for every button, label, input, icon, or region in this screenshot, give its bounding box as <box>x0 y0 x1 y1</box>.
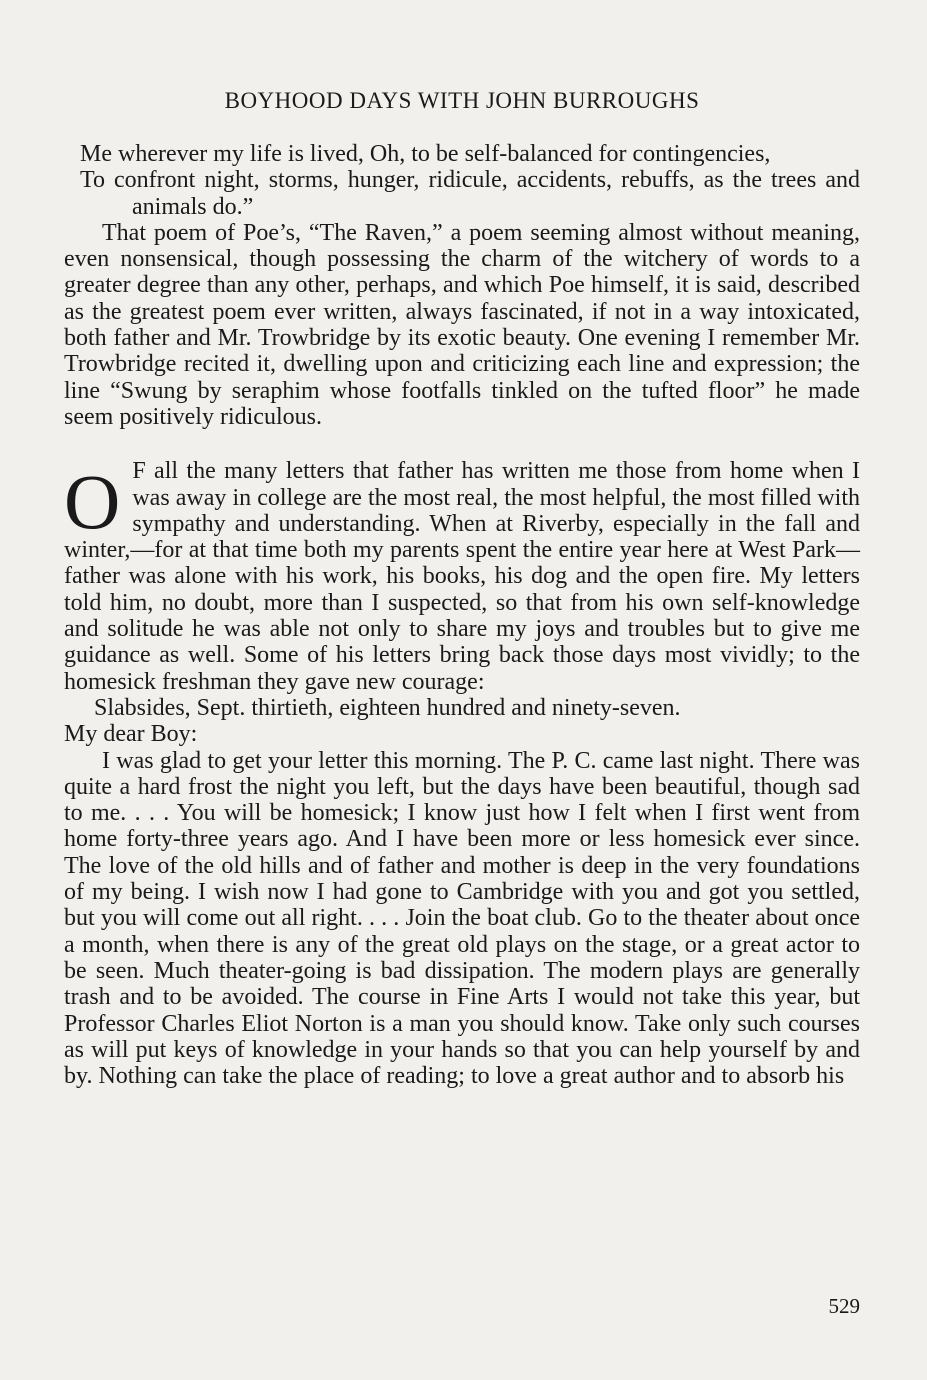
letter-dateline: Slabsides, Sept. thirtieth, eighteen hundred and ninety-seven. <box>94 694 681 721</box>
paragraph-letters <box>64 458 860 695</box>
book-page <box>64 0 860 1380</box>
page-number: 529 <box>828 1294 860 1318</box>
verse-line-2: To confront night, storms, hunger, ridicule, accidents, rebuffs, as the trees and animals do.” <box>80 167 860 220</box>
page-body <box>64 141 860 1089</box>
verse-line-1: Me wherever my life is lived, Oh, to be self-balanced for contingencies, <box>80 141 771 167</box>
paragraph-letters-text: F all the many letters that father has written me those from home when I was away in college are the most real, the most helpful, the most filled with sympathy and understanding. When at Riverby, especially in the fall and winter,—for at that time both my parents spent the entire year here at West Park—father was alone with his work, his books, his dog and the open fire. My letters told him, no doubt, more than I suspected, so that from his own self-knowledge and solitude he was able not only to share my joys and troubles but to give me guidance as well. Some of his letters bring back those days most vividly; to the homesick freshman they gave new courage: <box>64 458 860 695</box>
letter-salutation: My dear Boy: <box>64 721 198 748</box>
letter-body: I was glad to get your letter this morning. The P. C. came last night. There was quite a hard frost the night you left, but the days have been beautiful, though sad to me. . . . You will be homesick; I know just how I felt when I first went from home forty-three years ago. And I have been more or less homesick ever since. The love of the old hills and of father and mother is deep in the very foundations of my being. I wish now I had gone to Cambridge with you and got you settled, but you will come out all right. . . . Join the boat club. Go to the theater about once a month, when there is any of the great old plays on the stage, or a great actor to be seen. Much theater-going is bad dissipation. The modern plays are generally trash and to be avoided. The course in Fine Arts I would not take this year, but Professor Charles Eliot Norton is a man you should know. Take only such courses as will put keys of knowledge in your hands so that you can help yourself by and by. Nothing can take the place of reading; to love a great author and to absorb his <box>64 747 860 1090</box>
running-title: BOYHOOD DAYS WITH JOHN BURROUGHS <box>224 88 700 113</box>
drop-cap: O <box>64 458 121 546</box>
paragraph-poe: That poem of Poe’s, “The Raven,” a poem seeming almost without meaning, even nonsensical, though possessing the charm of the witchery of words to a greater degree than any other, perhaps, and which Poe himself, it is said, described as the greatest poem ever written, always fascinated, if not in a way intoxicated, both father and Mr. Trowbridge by its exotic beauty. One evening I remember Mr. Trowbridge recited it, dwelling upon and criticizing each line and expression; the line “Swung by seraphim whose footfalls tinkled on the tufted floor” he made seem positively ridiculous. <box>64 219 860 430</box>
verse-quote <box>64 141 860 220</box>
